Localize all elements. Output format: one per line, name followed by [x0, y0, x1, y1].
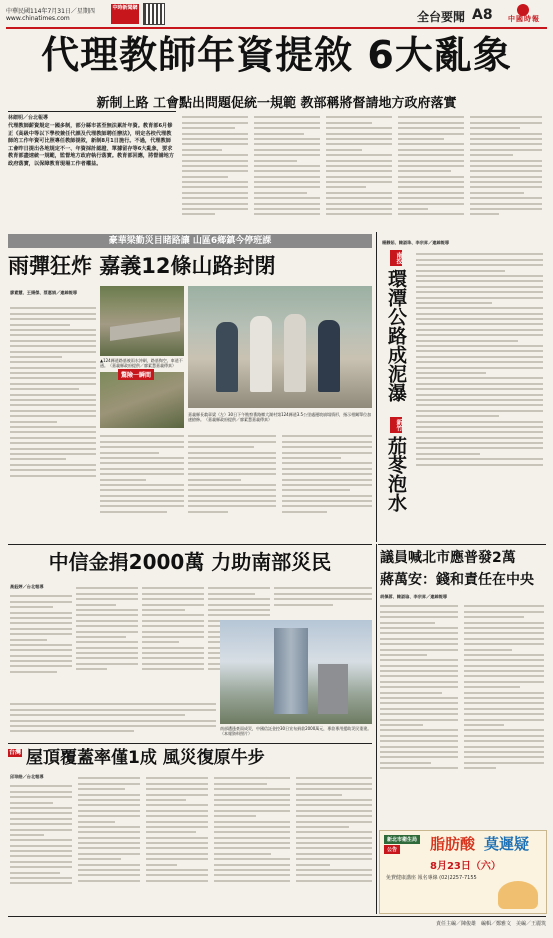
lead-intro-text: 代理教師薪資規定一國多制，部分縣市甚至無法累計年資。教育部6月修正《高級中等以下學校兼任代課及代理教師聘任辦法》，明定各校代理教師的工作年資可比照專任教師提敘，新制8月1日施行。不過，代理教師工會昨日提出各地規定不一、年資採計認證、單據留存等6大亂象，要求教育部盡速統一規範，監督地方政府執行落實。教育部回應，將督請地方政府落實，以保障教育現場工作者權益。 [8, 123, 175, 167]
rain-body-col2 [100, 432, 184, 536]
rain-body-col1 [10, 304, 96, 534]
eco-byline: 邱琮皓／台北報導 [10, 774, 44, 779]
aid-headline: 中信金捐2000萬 力助南部災民 [48, 550, 332, 574]
logo-text: 中國時報 [508, 15, 540, 23]
nantou-byline: 楊靜茹、陳淑珠、李宗昇／連線報導 [382, 240, 450, 245]
eco-tag: 台灣 [8, 749, 21, 756]
aid-top-rule [8, 544, 372, 545]
ad-tag-2: 公告 [384, 845, 400, 854]
person-4 [318, 320, 340, 392]
ad-tag-1: 新北市衛生局 [384, 835, 420, 844]
column-divider-right-lower [376, 544, 377, 914]
qr-code-icon[interactable] [144, 4, 164, 24]
eco-body-col2 [78, 774, 140, 912]
eco-headline: 屋頂覆蓋率僅1成 風災復原牛步 [26, 748, 265, 768]
banner-text: 豪華梁勤災目睹路讓 山區6鄉鎮今停班課 [108, 236, 272, 246]
nantou-body [416, 250, 543, 540]
tag-nantou: 南投 [390, 250, 402, 266]
nantou-headline-1: 環潭公路成泥瀑 [385, 269, 407, 402]
eco-top-rule [8, 743, 372, 744]
nantou-vertical-head [381, 250, 411, 540]
paper-badge: 中時新聞網 [111, 4, 139, 24]
council-body-col2 [464, 602, 544, 826]
aid-body-col3 [142, 584, 204, 696]
footer-credits: 責任主編／陳俊雄 編輯／鄭雅文 美編／王麗筑 [435, 921, 546, 927]
photo1-caption: ▲124縣道路基被雨水沖刷，路基掏空、車道不通。（嘉義縣政府提供／廖素慧嘉義傳真） [100, 358, 183, 369]
bank-building-photo [220, 620, 372, 724]
lead-intro-box [8, 111, 176, 232]
masthead [6, 4, 547, 26]
photo1-inset [100, 372, 184, 428]
council-subhead [380, 569, 546, 591]
rain-byline: 廖素慧、王揚傑、蔡惠娟／連線報導 [10, 290, 78, 295]
date-line: 中華民國114年7月31日／星期四 [6, 8, 95, 15]
rain-body-col4 [282, 432, 372, 536]
ad-title-1: 脂肪酸 [430, 835, 476, 853]
road-collapse-photo [100, 286, 184, 356]
council-byline: 胡佩蓉、陳淑瑜、李宗昇／連線報導 [380, 594, 448, 599]
council-colon: ： [422, 572, 436, 588]
aid-body-col5 [274, 584, 372, 618]
aid-body-lower [10, 700, 216, 740]
aid-body-col2 [76, 584, 138, 696]
person-2 [250, 316, 272, 392]
eco-headline-row [8, 746, 374, 770]
section-banner [8, 234, 372, 248]
website-url[interactable]: www.chinatimes.com [6, 15, 70, 22]
inspection-photo [188, 286, 372, 408]
eco-body-col5 [296, 774, 372, 912]
lead-byline: 林縉明／台北報導 [8, 115, 49, 121]
lead-body-col4 [398, 113, 464, 229]
masthead-rule [6, 27, 547, 29]
eco-body-col4 [214, 774, 290, 912]
tag-hsinchu: 新竹 [390, 417, 402, 433]
ad-illustration [498, 881, 538, 909]
health-ad[interactable] [379, 830, 547, 914]
newspaper-logo [502, 4, 546, 24]
lead-body-col1 [182, 113, 248, 229]
lead-subhead: 新制上路 工會點出問題促統一規範 教部稱將督請地方政府落實 [96, 96, 457, 111]
page-number: A8 [472, 7, 493, 23]
person-3 [284, 314, 306, 392]
council-headline: 議員喊北市應普發2萬 [380, 550, 516, 566]
lead-body-col2 [254, 113, 320, 229]
side-building [318, 664, 348, 714]
road-surface [110, 317, 180, 341]
council-quote: 錢和責任在中央 [436, 572, 534, 588]
lead-body-col3 [326, 113, 392, 229]
ad-title-2: 莫遲疑 [484, 835, 530, 853]
photo2-caption: 嘉義縣長翁章梁（左）30日下午勘察番路鄉大湖村第124縣道3.5公里處邊坡崩塌情形，指示相關單位加速搶修。（嘉義縣政府提供／廖素慧嘉義傳真） [188, 412, 372, 423]
rain-body-col3 [188, 432, 276, 536]
council-body-col1 [380, 602, 458, 826]
aid-photo-caption: 南部遭逢豪雨成災，中國信託金控30日宣布捐款2000萬元，專款專用援助災民重建。（本報資料照片） [220, 726, 372, 737]
ad-date: 8月23日（六） [430, 861, 501, 872]
tower-building [274, 628, 308, 714]
section-title: 全台要聞 [417, 10, 466, 24]
rain-headline: 雨彈狂炸 嘉義12條山路封閉 [8, 254, 276, 278]
ad-detail: 免費健康講座 報名專線 (02)2257-7155 [386, 875, 477, 881]
person-1 [216, 322, 238, 392]
lead-body-col5 [470, 113, 542, 229]
photo1-badge: 驚險一瞬間 [118, 369, 154, 380]
council-top-rule [378, 544, 546, 545]
eco-body-col3 [146, 774, 208, 912]
eco-body-col1 [10, 782, 72, 912]
aid-body-col1 [10, 592, 72, 696]
column-divider-right [376, 232, 377, 542]
council-speaker: 蔣萬安 [380, 572, 422, 588]
footer-rule [8, 916, 546, 917]
lead-headline: 代理教師年資提敘 6大亂象 [41, 33, 512, 77]
nantou-headline-2: 茄苳泡水 [385, 436, 407, 512]
aid-byline: 高鈺婷／台北報導 [10, 584, 44, 589]
